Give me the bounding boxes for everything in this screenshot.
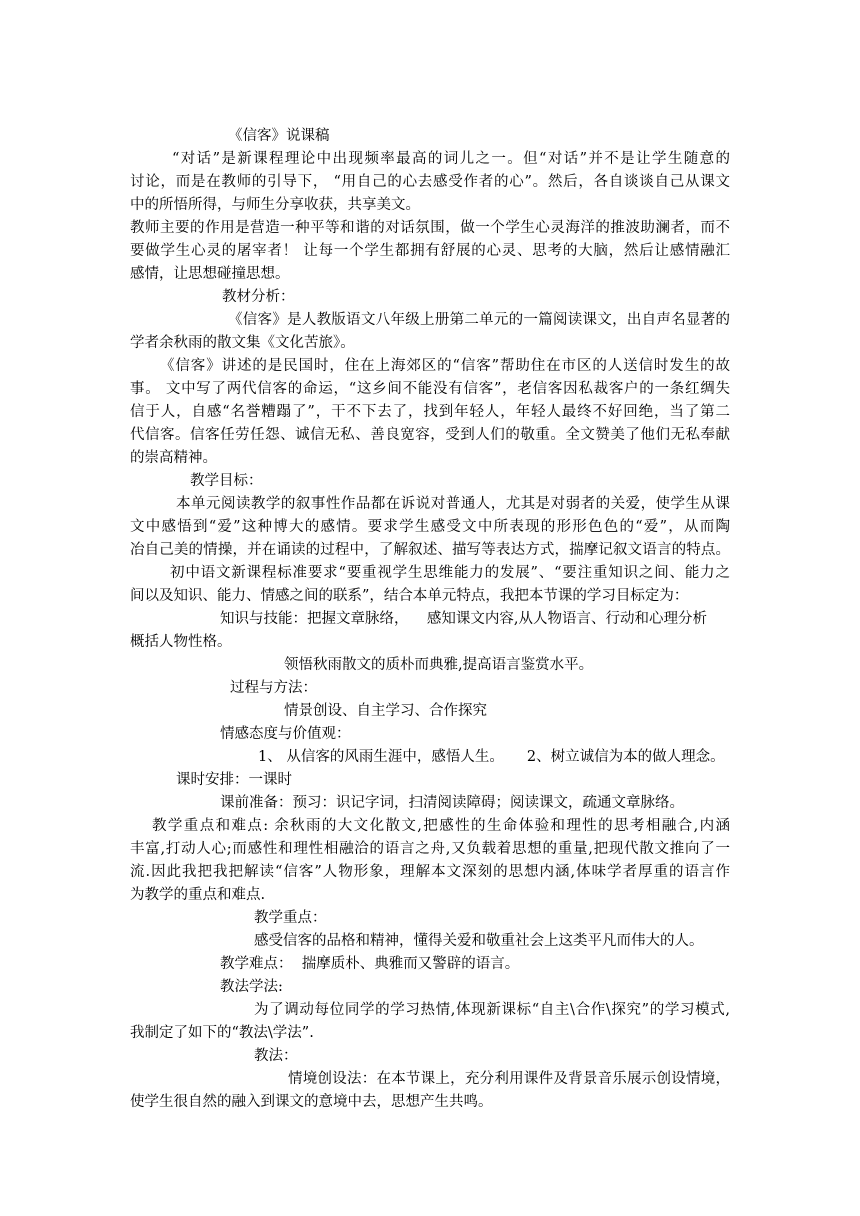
paragraph-line: 间以及知识、能力、情感之间的联系”，结合本单元特点，我把本节课的学习目标定为： (130, 588, 689, 604)
subsection-heading: 教学重点： (254, 910, 327, 926)
paragraph-line: 《信客》是人教版语文八年级上册第二单元的一篇阅读课文，出自声名显著的 (228, 312, 730, 328)
schedule-line: 课时安排：一课时 (176, 772, 292, 788)
paragraph-line: 代信客。信客任劳任怨、诚信无私、善良宽容，受到人们的敬重。全文赞美了他们无私奉献 (130, 427, 730, 443)
prep-line: 课前准备：预习：识记字词，扫清阅读障碍；阅读课文，疏通文章脉络。 (220, 795, 684, 811)
paragraph-line: 本单元阅读教学的叙事性作品都在诉说对普通人，尤其是对弱者的关爱，使学生从课 (176, 496, 730, 512)
subsection-line: 教学难点： 揣摩质朴、典雅而又警辟的语言。 (220, 956, 520, 972)
section-heading: 教学目标： (190, 473, 263, 489)
section-heading: 教材分析： (222, 289, 295, 305)
subsection-line: 感受信客的品格和精神，懂得关爱和敬重社会上这类平凡而伟大的人。 (254, 933, 704, 949)
subsection-line: 1、 从信客的风雨生涯中，感悟人生。 2、树立诚信为本的做人理念。 (258, 749, 725, 765)
section-heading: 教法学法: (220, 979, 283, 995)
paragraph-line: 初中语文新课程标准要求“要重视学生思维能力的发展”、“要注重知识之间、能力之 (170, 565, 730, 581)
paragraph-line: 流.因此我把我把解读“信客”人物形象，理解本文深刻的思想内涵,体味学者厚重的语言作 (130, 864, 730, 880)
intro-line: “对话”是新课程理论中出现频率最高的词儿之一。但“对话”并不是让学生随意的 (172, 151, 730, 167)
subsection-heading: 情感态度与价值观： (220, 726, 351, 742)
intro-line: 讨论，而是在教师的引导下， “用自己的心去感受作者的心”。然后，各自谈谈自己从课文 (130, 174, 730, 190)
intro-line: 中的所悟所得，与师生分享收获，共享美文。 (130, 197, 420, 213)
intro-line: 感情，让思想碰撞思想。 (130, 266, 290, 282)
paragraph-line: 丰富,打动人心;而感性和理性相融洽的语言之舟,又负载着思想的重量,把现代散文推向了一 (130, 841, 730, 857)
paragraph-line: 的崇高精神。 (130, 450, 217, 466)
intro-line: 要做学生心灵的屠宰者！ 让每一个学生都拥有舒展的心灵、思考的大脑，然后让感情融汇 (130, 243, 730, 259)
paragraph-line: 信于人，自感“名誉糟蹋了”，干不下去了，找到年轻人，年轻人最终不好回绝，当了第二 (130, 404, 730, 420)
paragraph-line: 文中感悟到“爱”这种博大的感情。要求学生感受文中所表现的形形色色的“爱”，从而陶 (130, 519, 730, 535)
intro-line: 教师主要的作用是营造一种平等和谐的对话氛围，做一个学生心灵海洋的推波助澜者，而不 (130, 220, 730, 236)
subsection-line: 情景创设、自主学习、合作探究 (284, 703, 487, 719)
subsection-line: 概括人物性格。 (130, 634, 232, 650)
subsection-heading: 教法： (254, 1048, 298, 1064)
paragraph-line: 情境创设法：在本节课上，充分利用课件及背景音乐展示创设情境， (288, 1071, 730, 1087)
paragraph-line: 为了调动每位同学的学习热情,体现新课标“自主\合作\探究”的学习模式, (254, 1002, 730, 1018)
subsection-line: 领悟秋雨散文的质朴而典雅,提高语言鉴赏水平。 (284, 657, 594, 673)
paragraph-line: 《信客》讲述的是民国时，住在上海郊区的“信客”帮助住在市区的人送信时发生的故 (160, 358, 730, 374)
paragraph-line: 教学重点和难点: 余秋雨的大文化散文,把感性的生命体验和理性的思考相融合,内涵 (152, 818, 730, 834)
subsection-line: 知识与技能：把握文章脉络， 感知课文内容,从人物语言、行动和心理分析 (220, 611, 708, 627)
paragraph-line: 为教学的重点和难点. (130, 887, 266, 903)
paragraph-line: 事。 文中写了两代信客的命运，“这乡间不能没有信客”，老信客因私裁客户的一条红绸失 (130, 381, 730, 397)
paragraph-line: 冶自己美的情操，并在诵读的过程中，了解叙述、描写等表达方式，揣摩记叙文语言的特点。 (130, 542, 730, 558)
paragraph-line: 学者余秋雨的散文集《文化苦旅》。 (130, 335, 355, 351)
document-title: 《信客》说课稿 (228, 128, 330, 144)
paragraph-line: 我制定了如下的“教法\学法”. (130, 1025, 314, 1041)
subsection-heading: 过程与方法： (230, 680, 317, 696)
paragraph-line: 使学生很自然的融入到课文的意境中去，思想产生共鸣。 (130, 1094, 493, 1110)
